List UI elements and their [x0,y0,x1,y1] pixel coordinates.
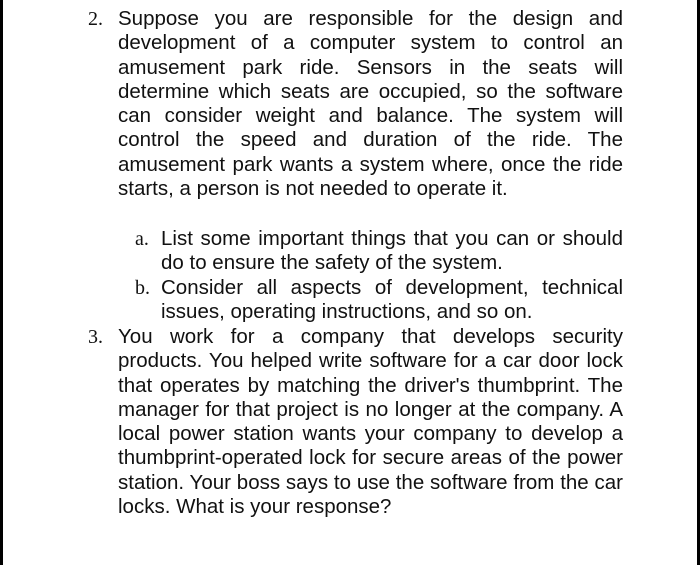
sub-item-a [135,227,623,276]
question-text: You work for a company that develops security products. You helped write software for a car door lock that operates by matching the driver's thumbprint. The manager for that project is no longer at the company. A local power station wants your company to develop a thumbprint-operated lock for secure areas of the power station. Your boss says to use the software from the car locks. What is your response? [118,325,623,519]
sub-item-text: Consider all aspects of development, technical issues, operating instructions, and so on. [161,275,623,323]
question-text: Suppose you are responsible for the design and development of a computer system to control an amusement park ride. Sensors in the seats will determine which seats are occupied, so the software can consider weight and balance. The system will control the speed and duration of the ride. The amusement park wants a system where, once the ride starts, a person is not needed to operate it. [118,7,623,201]
question-2 [88,7,623,201]
sub-item-b [135,276,623,325]
question-3 [88,325,623,519]
sub-item-letter: b. [135,276,150,299]
question-number: 2. [88,8,103,30]
sub-item-text: List some important things that you can or should do to ensure the safety of the system. [161,227,623,275]
question-2-sub-items [135,227,623,324]
question-number: 3. [88,326,103,348]
sub-item-letter: a. [135,228,149,250]
left-border [0,0,3,565]
